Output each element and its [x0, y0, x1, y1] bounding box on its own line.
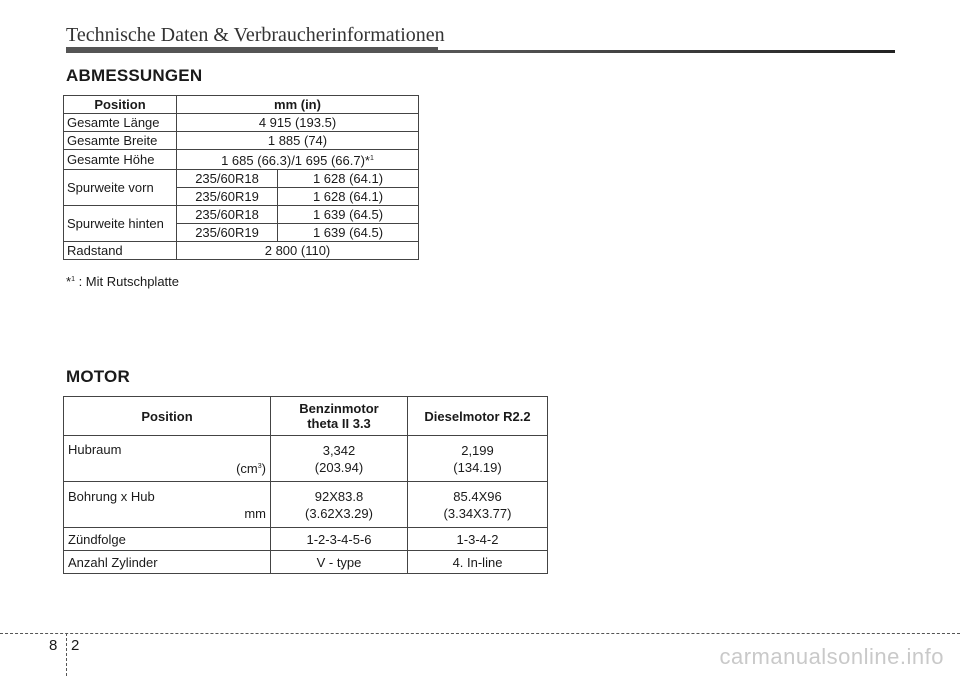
row-label: Spurweite hinten: [64, 206, 177, 242]
row-label: Gesamte Länge: [64, 114, 177, 132]
row-value: 2 800 (110): [177, 242, 419, 260]
row-value: 1 628 (64.1): [278, 170, 419, 188]
column-header-position: Position: [64, 96, 177, 114]
unit-text: (cm: [236, 460, 258, 476]
row-label: Hubraum: [68, 441, 122, 457]
column-header-benzin: [271, 397, 408, 436]
dimensions-heading: ABMESSUNGEN: [66, 66, 203, 85]
page-header-title: Technische Daten & Verbraucherinformationen: [66, 24, 445, 46]
row-value: [177, 150, 419, 170]
page-number: 2: [71, 637, 80, 654]
row-position: [64, 482, 271, 528]
column-header-diesel: Dieselmotor R2.2: [408, 397, 548, 436]
tyre-size: 235/60R18: [177, 206, 278, 224]
value-line1: 85.4X96: [453, 488, 502, 504]
table-header-row: [64, 397, 548, 436]
row-position: [64, 436, 271, 482]
value-line2: (134.19): [453, 459, 502, 475]
footnote: [66, 274, 179, 289]
row-value: 1 639 (64.5): [278, 206, 419, 224]
benzin-value: V - type: [271, 551, 408, 574]
row-value: 1 639 (64.5): [278, 224, 419, 242]
table-row: [64, 528, 548, 551]
footer-divider: [66, 633, 67, 676]
footnote-sup: 1: [71, 276, 75, 283]
motor-table: [63, 396, 548, 574]
footer-rule: [0, 633, 960, 634]
row-label: Gesamte Höhe: [64, 150, 177, 170]
table-row: [64, 114, 419, 132]
footnote-ref: 1: [369, 155, 374, 162]
tyre-size: 235/60R19: [177, 224, 278, 242]
motor-heading: MOTOR: [66, 367, 130, 386]
unit-sup: 3: [257, 462, 262, 470]
diesel-value: 4. In-line: [408, 551, 548, 574]
table-row: [64, 132, 419, 150]
dimensions-table: [63, 95, 419, 260]
row-value: 1 628 (64.1): [278, 188, 419, 206]
benzin-value: [271, 436, 408, 482]
table-row: [64, 150, 419, 170]
unit-close: ): [261, 460, 266, 476]
value-line1: 92X83.8: [314, 488, 364, 504]
row-unit: [68, 458, 266, 477]
benzin-header-line1: Benzinmotor: [299, 401, 379, 416]
height-value-text: 1 685 (66.3)/1 695 (66.7)*: [221, 153, 370, 168]
header-rule: [66, 50, 895, 53]
table-row: [64, 551, 548, 574]
row-label: Spurweite vorn: [64, 170, 177, 206]
row-label: Radstand: [64, 242, 177, 260]
watermark: carmanualsonline.info: [719, 644, 944, 669]
benzin-value: 1-2-3-4-5-6: [271, 528, 408, 551]
footnote-text: : Mit Rutschplatte: [74, 274, 180, 289]
tyre-size: 235/60R19: [177, 188, 278, 206]
tyre-size: 235/60R18: [177, 170, 278, 188]
benzin-header-line2: theta II 3.3: [307, 416, 371, 431]
row-label: Gesamte Breite: [64, 132, 177, 150]
value-line2: (3.62X3.29): [305, 505, 373, 521]
row-label: Bohrung x Hub: [68, 488, 155, 504]
value-line2: (3.34X3.77): [443, 505, 512, 521]
table-row: [64, 170, 419, 188]
table-row: [64, 482, 548, 528]
value-line2: (203.94): [314, 459, 364, 475]
row-label: Zündfolge: [64, 528, 271, 551]
value-line1: 2,199: [461, 442, 494, 458]
row-value: 4 915 (193.5): [177, 114, 419, 132]
value-line1: 3,342: [322, 442, 356, 458]
row-label: Anzahl Zylinder: [64, 551, 271, 574]
table-header-row: [64, 96, 419, 114]
diesel-value: [408, 436, 548, 482]
table-row: [64, 436, 548, 482]
diesel-value: [408, 482, 548, 528]
chapter-number: 8: [49, 637, 58, 654]
table-row: [64, 206, 419, 224]
footnote-mark: *: [66, 274, 72, 289]
row-unit: mm: [244, 505, 266, 521]
column-header-position: Position: [64, 397, 271, 436]
benzin-value: [271, 482, 408, 528]
diesel-value: 1-3-4-2: [408, 528, 548, 551]
row-value: 1 885 (74): [177, 132, 419, 150]
table-row: [64, 242, 419, 260]
column-header-mm: mm (in): [177, 96, 419, 114]
